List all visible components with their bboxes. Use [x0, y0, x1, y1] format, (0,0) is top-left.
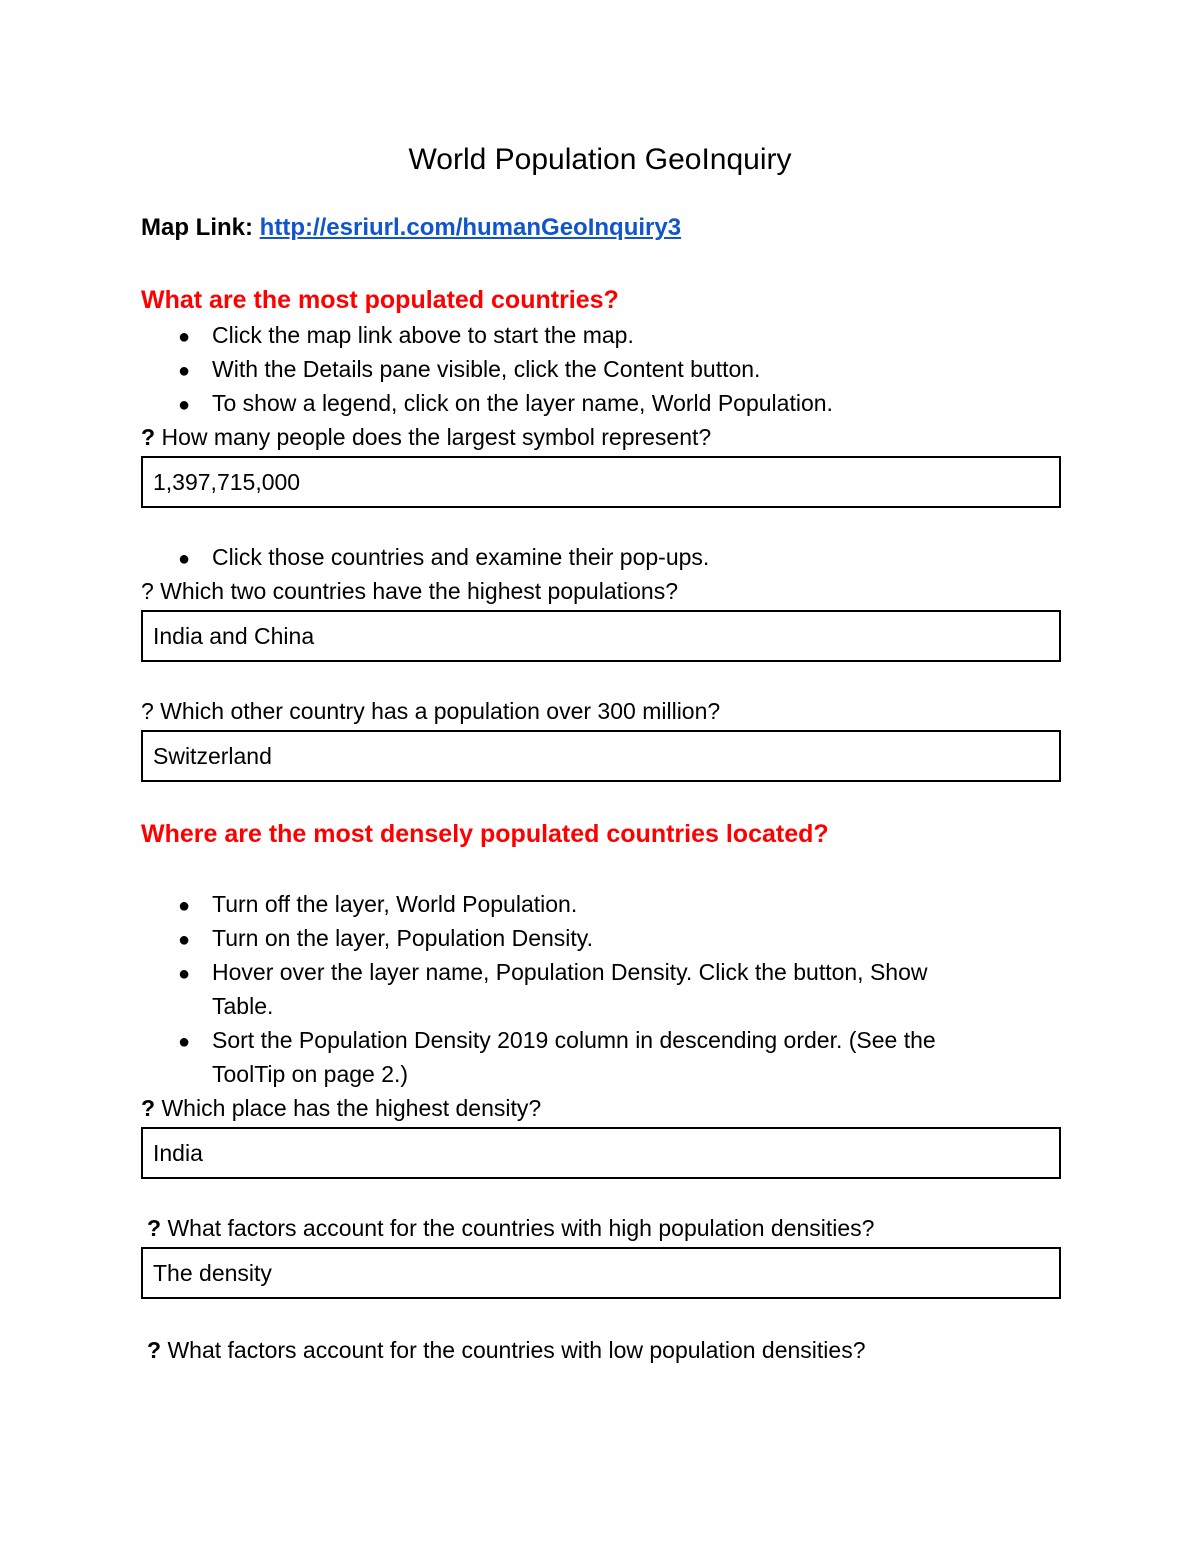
- bullet-item: ● Sort the Population Density 2019 column in descending order. (See the: [178, 1023, 936, 1059]
- answer-text: Switzerland: [153, 743, 272, 769]
- answer-box-highest-populations[interactable]: [141, 610, 1061, 662]
- question-low-density-factors: ? What factors account for the countries with low population densities?: [147, 1337, 866, 1363]
- bullet-icon: ●: [178, 929, 191, 951]
- bullet-item: ● With the Details pane visible, click the Content button.: [178, 352, 760, 388]
- answer-box-over-300-million[interactable]: [141, 730, 1061, 782]
- bullet-icon: ●: [178, 895, 191, 917]
- map-link-line: [141, 210, 681, 246]
- answer-box-largest-symbol[interactable]: [141, 456, 1061, 508]
- bullet-icon: ●: [178, 326, 191, 348]
- bullet-icon: ●: [178, 548, 191, 570]
- section-heading-densely-populated: Where are the most densely populated countries located?: [141, 820, 829, 848]
- question-over-300-million: ? Which other country has a population over 300 million?: [141, 698, 721, 724]
- bullet-icon: ●: [178, 394, 191, 416]
- bullet-icon: ●: [178, 360, 191, 382]
- map-link-label: Map Link:: [141, 214, 253, 241]
- question-highest-populations: ? Which two countries have the highest populations?: [141, 578, 679, 604]
- question-highest-density: ? Which place has the highest density?: [141, 1095, 542, 1121]
- answer-text: The density: [153, 1260, 272, 1286]
- bullet-continuation: Table.: [212, 993, 274, 1019]
- answer-box-highest-density[interactable]: [141, 1127, 1061, 1179]
- question-largest-symbol: ? How many people does the largest symbol represent?: [141, 424, 712, 450]
- bullet-item: ● To show a legend, click on the layer name, World Population.: [178, 386, 833, 422]
- bullet-item: ● Click those countries and examine their pop-ups.: [178, 540, 709, 576]
- bullet-icon: ●: [178, 1031, 191, 1053]
- map-link-url[interactable]: http://esriurl.com/humanGeoInquiry3: [259, 214, 682, 241]
- answer-text: India: [153, 1140, 203, 1166]
- bullet-item: ● Turn off the layer, World Population.: [178, 887, 577, 923]
- section-heading-most-populated: What are the most populated countries?: [141, 286, 619, 314]
- bullet-continuation: ToolTip on page 2.): [212, 1061, 409, 1087]
- bullet-item: ● Turn on the layer, Population Density.: [178, 921, 593, 957]
- question-high-density-factors: ? What factors account for the countries with high population densities?: [147, 1215, 875, 1241]
- answer-box-high-density-factors[interactable]: [141, 1247, 1061, 1299]
- answer-text: 1,397,715,000: [153, 469, 301, 495]
- bullet-item: ● Click the map link above to start the map.: [178, 318, 634, 354]
- page-title: World Population GeoInquiry: [408, 143, 792, 176]
- bullet-item: ● Hover over the layer name, Population Density. Click the button, Show: [178, 955, 928, 991]
- answer-text: India and China: [153, 623, 315, 649]
- bullet-icon: ●: [178, 963, 191, 985]
